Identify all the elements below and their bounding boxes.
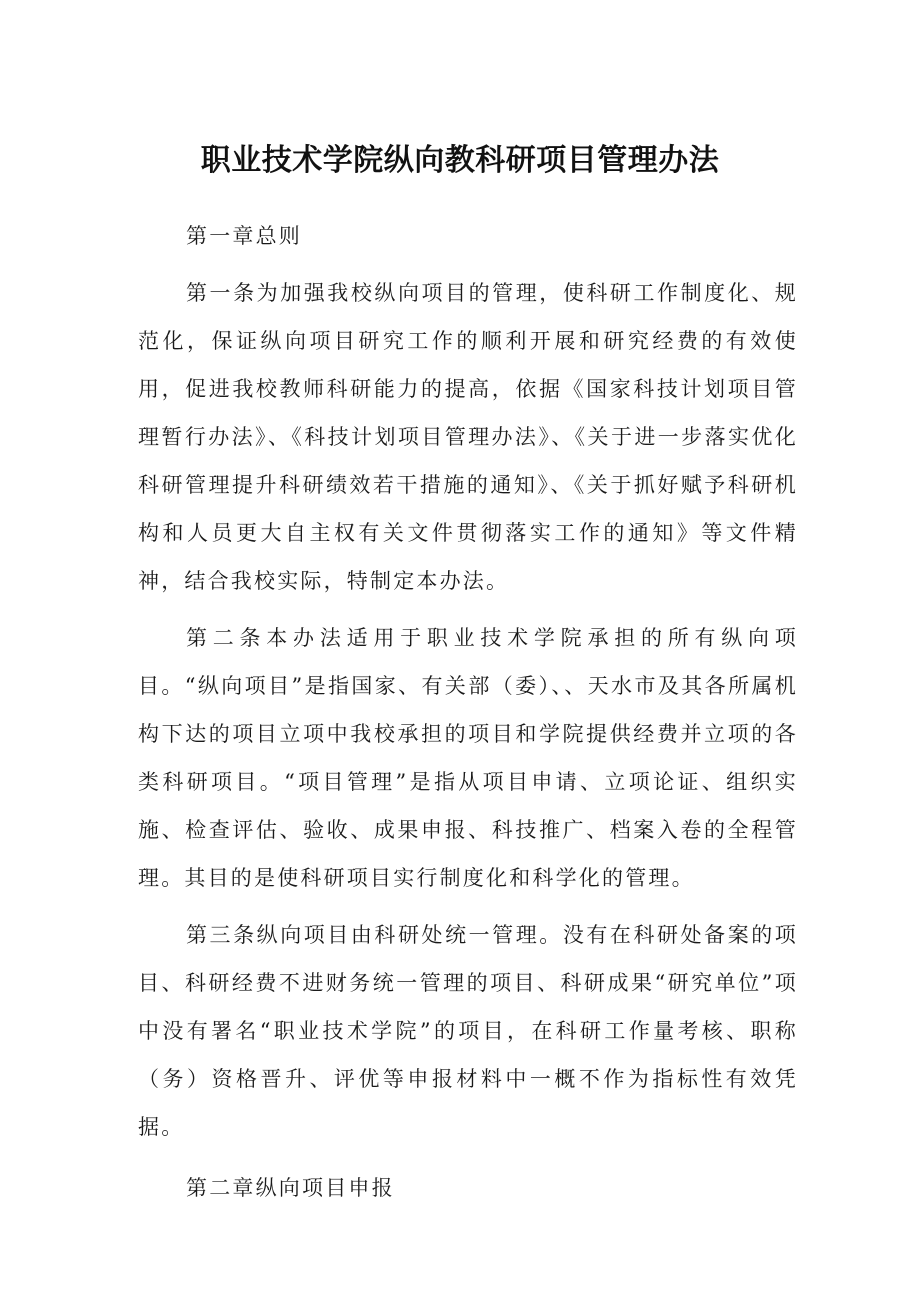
chapter-heading-general-provisions: 第一章总则 (186, 224, 302, 248)
article-3-paragraph: 第三条纵向项目由科研处统一管理。没有在科研处备案的项目、科研经费不进财务统一管理的项目、科研成果“研究单位”项中没有署名“职业技术学院”的项目，在科研工作量考核、职称（务）资格晋升、评优等申报材料中一概不作为指标性有效凭据。 (138, 923, 798, 1139)
article-1-paragraph: 第一条为加强我校纵向项目的管理，使科研工作制度化、规范化，保证纵向项目研究工作的顺利开展和研究经费的有效使用，促进我校教师科研能力的提高，依据《国家科技计划项目管理暂行办法》、《科技计划项目管理办法》、《关于进一步落实优化科研管理提升科研绩效若干措施的通知》、《关于抓好赋予科研机构和人员更大自主权有关文件贯彻落实工作的通知》等文件精神，结合我校实际，特制定本办法。 (138, 281, 798, 593)
article-2-paragraph: 第二条本办法适用于职业技术学院承担的所有纵向项目。“纵向项目”是指国家、有关部（委）、、天水市及其各所属机构下达的项目立项中我校承担的项目和学院提供经费并立项的各类科研项目。“项目管理”是指从项目申请、立项论证、组织实施、检查评估、验收、成果申报、科技推广、档案入卷的全程管理。其目的是使科研项目实行制度化和科学化的管理。 (138, 626, 798, 890)
chapter-heading-project-application: 第二章纵向项目申报 (186, 1176, 395, 1200)
document-body (138, 212, 798, 1212)
document-title: 职业技术学院纵向教科研项目管理办法 (200, 143, 720, 178)
